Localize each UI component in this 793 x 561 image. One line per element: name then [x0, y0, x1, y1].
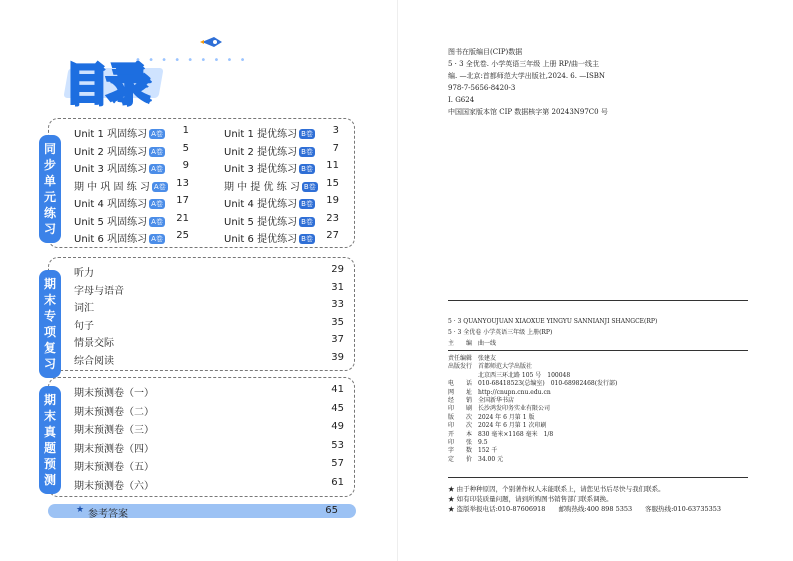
info-key: 网 址 — [448, 388, 473, 396]
badge-b: B卷 — [301, 235, 313, 243]
cip-block — [448, 46, 608, 118]
toc-entry: 期末预测卷（一） — [74, 388, 154, 399]
toc-row[interactable] — [74, 403, 344, 417]
toc-entry-a-wrap — [74, 195, 165, 210]
toc-page: 31 — [331, 281, 344, 293]
toc-page-b: 23 — [326, 212, 339, 224]
info-key: 开 本 — [448, 430, 473, 438]
section-label — [39, 135, 61, 243]
toc-page-b: 27 — [326, 230, 339, 241]
cip-line: 中国国家版本馆 CIP 数据核字第 20243N97C0 号 — [448, 108, 608, 116]
info-row — [448, 389, 617, 397]
toc-page: 53 — [331, 439, 344, 451]
badge-b: B卷 — [301, 165, 313, 173]
toc-entry: 听力 — [74, 268, 94, 279]
toc-row[interactable] — [74, 352, 344, 366]
toc-entry-a-wrap — [74, 230, 165, 245]
toc-page: 29 — [331, 264, 344, 275]
toc-page: 37 — [331, 334, 344, 345]
info-value: 长沙鸿发印务实业有限公司 — [478, 405, 551, 413]
info-row — [448, 422, 617, 430]
toc-row[interactable] — [74, 264, 344, 278]
toc-entry-b: Unit 5 提优练习 — [224, 216, 298, 228]
toc-entry-b: Unit 3 提优练习 — [224, 164, 298, 175]
toc-row[interactable] — [74, 384, 344, 398]
section-label — [39, 386, 61, 494]
toc-entry-a: Unit 1 巩固练习 — [74, 129, 148, 140]
section-final-review — [43, 257, 355, 371]
toc-entry-b-wrap — [224, 143, 315, 158]
toc-entry-a: Unit 2 巩固练习 — [74, 146, 148, 158]
book-title-block — [448, 316, 657, 349]
toc-entry-a: Unit 6 巩固练习 — [74, 234, 148, 245]
answer-key-page: 65 — [325, 505, 338, 516]
publication-info — [448, 355, 617, 464]
toc-entry-b-wrap — [224, 213, 315, 228]
section-label-text: 同步单元练习 — [43, 142, 56, 236]
info-key: 责任编辑 — [448, 355, 473, 362]
info-row — [448, 405, 617, 413]
toc-page: 57 — [331, 458, 344, 469]
toc-page-b: 3 — [332, 125, 339, 136]
divider — [448, 350, 748, 351]
toc-page-a: 5 — [182, 142, 189, 154]
notice-line: ★ 如有印装质量问题，请到所购图书销售部门联系调换。 — [448, 495, 613, 503]
toc-row[interactable] — [74, 334, 344, 348]
toc-page-b: 15 — [326, 177, 339, 189]
toc-page: 61 — [331, 476, 344, 488]
info-key: 定 价 — [448, 455, 473, 463]
notice-line: ★ 由于种种原因，个别著作权人未能联系上，请您见书后尽快与我们联系。 — [448, 485, 665, 493]
info-value: 张建友 — [478, 355, 497, 362]
toc-entry-a: Unit 4 巩固练习 — [74, 199, 148, 210]
info-row — [448, 355, 617, 363]
toc-page: 33 — [331, 299, 344, 310]
toc-entry-a-wrap — [74, 125, 165, 140]
toc-title-block — [58, 40, 178, 110]
right-page — [397, 0, 793, 561]
toc-entry-b: Unit 4 提优练习 — [224, 199, 298, 210]
badge-b: B卷 — [301, 217, 313, 226]
badge-a: A卷 — [151, 235, 163, 243]
toc-row[interactable] — [74, 299, 344, 313]
badge-a: A卷 — [151, 200, 163, 208]
info-value: 34.00 元 — [478, 455, 504, 463]
badge-b: B卷 — [303, 182, 316, 191]
cip-line: 编. —北京:首都师范大学出版社,2024. 6. —ISBN — [448, 72, 606, 80]
info-row — [448, 380, 617, 388]
toc-row[interactable] — [74, 421, 344, 435]
decorative-dots: • • • • • • • • • — [135, 55, 248, 66]
page-title: 目录 — [64, 59, 148, 110]
badge-b: B卷 — [301, 147, 313, 156]
toc-entry-a: Unit 3 巩固练习 — [74, 164, 148, 175]
info-value: 152 千 — [478, 447, 498, 455]
title-line: 5 · 3 全优卷 小学英语三年级 上册(RP) — [448, 329, 553, 336]
toc-entry: 句子 — [74, 320, 94, 332]
answer-key-label: 参考答案 — [88, 509, 128, 520]
toc-entry-a-wrap — [74, 160, 165, 175]
toc-row[interactable] — [74, 317, 344, 331]
section-label-text: 期末真题预测 — [43, 393, 56, 487]
notice-line: ★ 盗版举报电话:010-87606918 邮购热线:400 898 5353 客服热线:010-63735353 — [448, 505, 721, 513]
info-key: 出版发行 — [448, 363, 473, 371]
toc-entry-a: Unit 5 巩固练习 — [74, 216, 148, 228]
badge-a: A卷 — [151, 217, 163, 226]
toc-entry: 期末预测卷（六） — [74, 480, 154, 492]
badge-a: A卷 — [153, 182, 166, 191]
info-value: 北京西三环北路 105 号 100048 — [478, 371, 571, 379]
divider — [448, 300, 748, 301]
toc-entry: 词汇 — [74, 303, 94, 314]
info-row — [448, 447, 617, 455]
cip-line: 图书在版编目(CIP)数据 — [448, 48, 523, 56]
toc-entry-b-wrap — [224, 178, 318, 193]
info-row — [448, 372, 617, 380]
toc-page-b: 19 — [326, 195, 339, 206]
toc-entry: 期末预测卷（二） — [74, 406, 154, 418]
toc-page: 35 — [331, 316, 344, 328]
info-key: 电 话 — [448, 380, 473, 388]
badge-a: A卷 — [151, 130, 163, 138]
info-key: 版 次 — [448, 413, 473, 421]
toc-entry-b: Unit 6 提优练习 — [224, 234, 298, 245]
badge-b: B卷 — [301, 200, 313, 208]
section-label — [39, 270, 61, 378]
info-value: 2024 年 6 月第 1 版 — [478, 413, 535, 421]
toc-entry: 期末预测卷（四） — [74, 443, 154, 455]
info-row — [448, 363, 617, 371]
toc-page-b: 11 — [326, 160, 339, 171]
cip-line: Ⅰ. G624 — [448, 96, 475, 104]
toc-entry-a-wrap — [74, 213, 165, 228]
info-row — [448, 431, 617, 439]
toc-page-a: 13 — [176, 177, 189, 189]
info-value: 首都师范大学出版社 — [478, 363, 533, 371]
section-unit-practice — [43, 118, 355, 248]
toc-row[interactable] — [74, 458, 344, 472]
info-value: 010-68418523(总编室) 010-68982468(发行部) — [478, 380, 618, 388]
info-value: 2024 年 6 月第 1 次印刷 — [478, 422, 547, 430]
toc-entry: 字母与语音 — [74, 285, 124, 297]
answer-key-bar[interactable] — [48, 504, 356, 518]
toc-row[interactable] — [74, 282, 344, 296]
info-key: 字 数 — [448, 447, 473, 455]
section-label-text: 期末专项复习 — [43, 277, 56, 371]
cip-line: 978-7-5656-8420-3 — [448, 84, 516, 92]
info-value: 830 毫米×1168 毫米 1/8 — [478, 430, 554, 438]
toc-page: 39 — [331, 351, 344, 363]
toc-entry-b: Unit 1 提优练习 — [224, 129, 298, 140]
info-row — [448, 414, 617, 422]
toc-entry-b-wrap — [224, 230, 315, 245]
notice-block — [448, 484, 721, 514]
info-key: 印 刷 — [448, 405, 473, 413]
toc-page-b: 7 — [332, 142, 339, 154]
section-final-tests — [43, 377, 355, 497]
info-key: 经 销 — [448, 397, 473, 405]
toc-page: 41 — [331, 384, 344, 395]
title-line: 5 · 3 QUANYOUJUAN XIAOXUE YINGYU SANNIANJI SHANGCE(RP) — [448, 318, 658, 325]
info-value: 9.5 — [478, 439, 488, 447]
title-line: 主 编 曲一线 — [448, 340, 497, 347]
rocket-icon — [200, 35, 224, 49]
toc-entry-b: Unit 2 提优练习 — [224, 146, 298, 158]
badge-a: A卷 — [151, 165, 163, 173]
toc-page: 45 — [331, 402, 344, 414]
toc-page-a: 17 — [176, 195, 189, 206]
toc-entry: 期末预测卷（五） — [74, 462, 154, 473]
info-row — [448, 456, 617, 464]
toc-row[interactable] — [74, 477, 344, 491]
toc-page-a: 1 — [182, 125, 189, 136]
toc-entry: 期末预测卷（三） — [74, 425, 154, 436]
cip-line: 5 · 3 全优卷. 小学英语三年级 上册 RP/曲一线主 — [448, 60, 600, 68]
badge-a: A卷 — [151, 147, 163, 156]
toc-entry-b-wrap — [224, 125, 315, 140]
toc-entry-a: 期 中 巩 固 练 习 — [74, 181, 150, 193]
toc-page-a: 9 — [182, 160, 189, 171]
toc-entry-b: 期 中 提 优 练 习 — [224, 181, 300, 193]
toc-entry-b-wrap — [224, 160, 315, 175]
toc-entry: 情景交际 — [74, 338, 114, 349]
toc-page-a: 21 — [176, 212, 189, 224]
badge-b: B卷 — [301, 130, 313, 138]
info-value: http://cnupn.cnu.edu.cn — [478, 388, 551, 396]
star-icon: ★ — [76, 505, 85, 515]
toc-entry-b-wrap — [224, 195, 315, 210]
info-value: 全国新华书店 — [478, 397, 515, 405]
info-key: 印 次 — [448, 422, 473, 430]
info-key: 印 张 — [448, 439, 473, 447]
divider — [448, 477, 748, 478]
toc-entry: 综合阅读 — [74, 355, 114, 367]
info-row — [448, 439, 617, 447]
left-page — [0, 0, 396, 561]
toc-row[interactable] — [74, 440, 344, 454]
toc-entry-a-wrap — [74, 178, 168, 193]
toc-entry-a-wrap — [74, 143, 165, 158]
toc-page-a: 25 — [176, 230, 189, 241]
toc-page: 49 — [331, 421, 344, 432]
